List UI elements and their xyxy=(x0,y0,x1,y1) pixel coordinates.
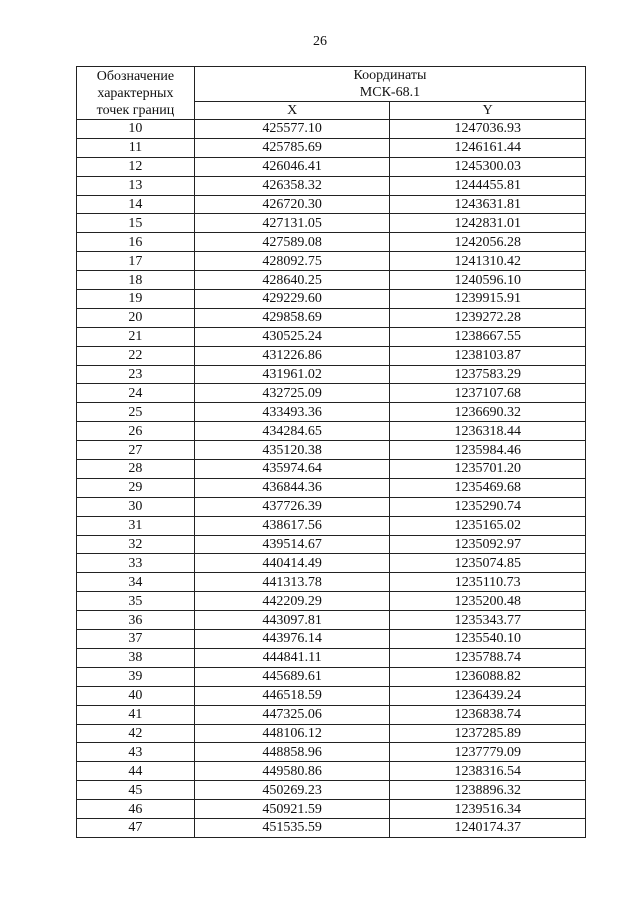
y-coordinate-cell: 1235788.74 xyxy=(390,648,586,667)
point-number-cell: 35 xyxy=(77,592,195,611)
y-coordinate-cell: 1235469.68 xyxy=(390,478,586,497)
table-row xyxy=(77,781,586,800)
x-coordinate-cell: 427589.08 xyxy=(194,233,390,252)
y-coordinate-cell: 1242056.28 xyxy=(390,233,586,252)
coordinates-table xyxy=(76,66,586,838)
point-number-cell: 47 xyxy=(77,818,195,837)
table-row xyxy=(77,422,586,441)
x-coordinate-cell: 434284.65 xyxy=(194,422,390,441)
y-column-header: Y xyxy=(390,102,586,120)
y-coordinate-cell: 1235200.48 xyxy=(390,592,586,611)
table-row xyxy=(77,630,586,649)
point-number-cell: 41 xyxy=(77,705,195,724)
table-row xyxy=(77,554,586,573)
table-row xyxy=(77,138,586,157)
x-coordinate-cell: 435120.38 xyxy=(194,441,390,460)
point-number-cell: 46 xyxy=(77,800,195,819)
point-number-cell: 13 xyxy=(77,176,195,195)
y-coordinate-cell: 1238103.87 xyxy=(390,346,586,365)
y-coordinate-cell: 1245300.03 xyxy=(390,157,586,176)
point-number-cell: 26 xyxy=(77,422,195,441)
y-coordinate-cell: 1239915.91 xyxy=(390,290,586,309)
table-row xyxy=(77,271,586,290)
point-number-cell: 45 xyxy=(77,781,195,800)
y-coordinate-cell: 1235343.77 xyxy=(390,611,586,630)
x-coordinate-cell: 432725.09 xyxy=(194,384,390,403)
point-number-cell: 14 xyxy=(77,195,195,214)
x-coordinate-cell: 437726.39 xyxy=(194,497,390,516)
y-coordinate-cell: 1235074.85 xyxy=(390,554,586,573)
point-number-cell: 15 xyxy=(77,214,195,233)
point-number-cell: 27 xyxy=(77,441,195,460)
y-coordinate-cell: 1238316.54 xyxy=(390,762,586,781)
x-coordinate-cell: 430525.24 xyxy=(194,327,390,346)
x-coordinate-cell: 428640.25 xyxy=(194,271,390,290)
y-coordinate-cell: 1235092.97 xyxy=(390,535,586,554)
x-coordinate-cell: 426046.41 xyxy=(194,157,390,176)
point-number-cell: 34 xyxy=(77,573,195,592)
point-header-line-2: характерных xyxy=(97,85,174,101)
coordinates-header xyxy=(194,67,585,102)
table-row xyxy=(77,308,586,327)
table-row xyxy=(77,176,586,195)
table-row xyxy=(77,214,586,233)
y-coordinate-cell: 1235165.02 xyxy=(390,516,586,535)
x-coordinate-cell: 445689.61 xyxy=(194,667,390,686)
x-coordinate-cell: 429858.69 xyxy=(194,308,390,327)
x-coordinate-cell: 425577.10 xyxy=(194,120,390,139)
y-coordinate-cell: 1244455.81 xyxy=(390,176,586,195)
x-coordinate-cell: 450269.23 xyxy=(194,781,390,800)
point-number-cell: 28 xyxy=(77,460,195,479)
x-coordinate-cell: 428092.75 xyxy=(194,252,390,271)
table-row xyxy=(77,648,586,667)
point-number-cell: 33 xyxy=(77,554,195,573)
table-row xyxy=(77,686,586,705)
y-coordinate-cell: 1237107.68 xyxy=(390,384,586,403)
x-coordinate-cell: 431961.02 xyxy=(194,365,390,384)
point-number-cell: 23 xyxy=(77,365,195,384)
table-row xyxy=(77,800,586,819)
y-coordinate-cell: 1236318.44 xyxy=(390,422,586,441)
table-row xyxy=(77,762,586,781)
y-coordinate-cell: 1237285.89 xyxy=(390,724,586,743)
y-coordinate-cell: 1236439.24 xyxy=(390,686,586,705)
table-row xyxy=(77,535,586,554)
y-coordinate-cell: 1237779.09 xyxy=(390,743,586,762)
table-row xyxy=(77,497,586,516)
point-number-cell: 12 xyxy=(77,157,195,176)
x-coordinate-cell: 451535.59 xyxy=(194,818,390,837)
x-coordinate-cell: 435974.64 xyxy=(194,460,390,479)
y-coordinate-cell: 1235110.73 xyxy=(390,573,586,592)
y-coordinate-cell: 1236088.82 xyxy=(390,667,586,686)
y-coordinate-cell: 1241310.42 xyxy=(390,252,586,271)
point-header-line-1: Обозначение xyxy=(96,68,175,84)
y-coordinate-cell: 1242831.01 xyxy=(390,214,586,233)
table-body xyxy=(77,120,586,838)
x-coordinate-cell: 431226.86 xyxy=(194,346,390,365)
y-coordinate-cell: 1235701.20 xyxy=(390,460,586,479)
x-coordinate-cell: 433493.36 xyxy=(194,403,390,422)
table-row xyxy=(77,157,586,176)
point-number-cell: 30 xyxy=(77,497,195,516)
x-coordinate-cell: 447325.06 xyxy=(194,705,390,724)
y-coordinate-cell: 1238896.32 xyxy=(390,781,586,800)
table-row xyxy=(77,460,586,479)
y-coordinate-cell: 1236690.32 xyxy=(390,403,586,422)
x-coordinate-cell: 448106.12 xyxy=(194,724,390,743)
y-coordinate-cell: 1243631.81 xyxy=(390,195,586,214)
y-coordinate-cell: 1239272.28 xyxy=(390,308,586,327)
x-coordinate-cell: 436844.36 xyxy=(194,478,390,497)
x-coordinate-cell: 446518.59 xyxy=(194,686,390,705)
x-coordinate-cell: 429229.60 xyxy=(194,290,390,309)
y-coordinate-cell: 1246161.44 xyxy=(390,138,586,157)
x-coordinate-cell: 426358.32 xyxy=(194,176,390,195)
table-row xyxy=(77,290,586,309)
point-number-cell: 40 xyxy=(77,686,195,705)
y-coordinate-cell: 1240596.10 xyxy=(390,271,586,290)
point-number-cell: 17 xyxy=(77,252,195,271)
point-number-cell: 21 xyxy=(77,327,195,346)
x-coordinate-cell: 444841.11 xyxy=(194,648,390,667)
table-row xyxy=(77,611,586,630)
x-coordinate-cell: 443097.81 xyxy=(194,611,390,630)
y-coordinate-cell: 1240174.37 xyxy=(390,818,586,837)
x-coordinate-cell: 443976.14 xyxy=(194,630,390,649)
x-coordinate-cell: 439514.67 xyxy=(194,535,390,554)
table-row xyxy=(77,667,586,686)
table-row xyxy=(77,120,586,139)
table-row xyxy=(77,195,586,214)
page-number: 26 xyxy=(313,34,327,49)
point-number-cell: 19 xyxy=(77,290,195,309)
table-row xyxy=(77,346,586,365)
point-number-cell: 36 xyxy=(77,611,195,630)
table-row xyxy=(77,384,586,403)
y-coordinate-cell: 1247036.93 xyxy=(390,120,586,139)
y-coordinate-cell: 1235290.74 xyxy=(390,497,586,516)
x-coordinate-cell: 441313.78 xyxy=(194,573,390,592)
x-coordinate-cell: 438617.56 xyxy=(194,516,390,535)
table-row xyxy=(77,478,586,497)
x-coordinate-cell: 449580.86 xyxy=(194,762,390,781)
y-coordinate-cell: 1238667.55 xyxy=(390,327,586,346)
point-number-cell: 38 xyxy=(77,648,195,667)
point-number-cell: 25 xyxy=(77,403,195,422)
table-row xyxy=(77,403,586,422)
x-column-header: X xyxy=(194,102,390,120)
table-row xyxy=(77,327,586,346)
point-number-cell: 43 xyxy=(77,743,195,762)
point-header-line-3: точек границ xyxy=(96,102,175,118)
x-coordinate-cell: 425785.69 xyxy=(194,138,390,157)
point-number-cell: 29 xyxy=(77,478,195,497)
point-number-cell: 10 xyxy=(77,120,195,139)
point-number-cell: 18 xyxy=(77,271,195,290)
point-number-cell: 31 xyxy=(77,516,195,535)
coordinates-header-line-2: МСК-68.1 xyxy=(359,85,421,100)
y-coordinate-cell: 1236838.74 xyxy=(390,705,586,724)
point-number-cell: 44 xyxy=(77,762,195,781)
point-number-cell: 22 xyxy=(77,346,195,365)
table-row xyxy=(77,516,586,535)
table-row xyxy=(77,743,586,762)
y-coordinate-cell: 1235540.10 xyxy=(390,630,586,649)
table-row xyxy=(77,233,586,252)
point-number-cell: 32 xyxy=(77,535,195,554)
coordinates-header-line-1: Координаты xyxy=(353,68,427,83)
point-designation-header xyxy=(77,67,195,120)
point-number-cell: 20 xyxy=(77,308,195,327)
point-number-cell: 24 xyxy=(77,384,195,403)
x-coordinate-cell: 427131.05 xyxy=(194,214,390,233)
table-row xyxy=(77,705,586,724)
point-number-cell: 42 xyxy=(77,724,195,743)
table-row xyxy=(77,573,586,592)
x-coordinate-cell: 448858.96 xyxy=(194,743,390,762)
table-row xyxy=(77,365,586,384)
y-coordinate-cell: 1239516.34 xyxy=(390,800,586,819)
table-row xyxy=(77,252,586,271)
table-row xyxy=(77,441,586,460)
point-number-cell: 11 xyxy=(77,138,195,157)
x-coordinate-cell: 442209.29 xyxy=(194,592,390,611)
table-row xyxy=(77,592,586,611)
point-number-cell: 39 xyxy=(77,667,195,686)
x-coordinate-cell: 440414.49 xyxy=(194,554,390,573)
table-row xyxy=(77,724,586,743)
x-coordinate-cell: 450921.59 xyxy=(194,800,390,819)
y-coordinate-cell: 1235984.46 xyxy=(390,441,586,460)
table-row xyxy=(77,818,586,837)
point-number-cell: 16 xyxy=(77,233,195,252)
x-coordinate-cell: 426720.30 xyxy=(194,195,390,214)
point-number-cell: 37 xyxy=(77,630,195,649)
y-coordinate-cell: 1237583.29 xyxy=(390,365,586,384)
